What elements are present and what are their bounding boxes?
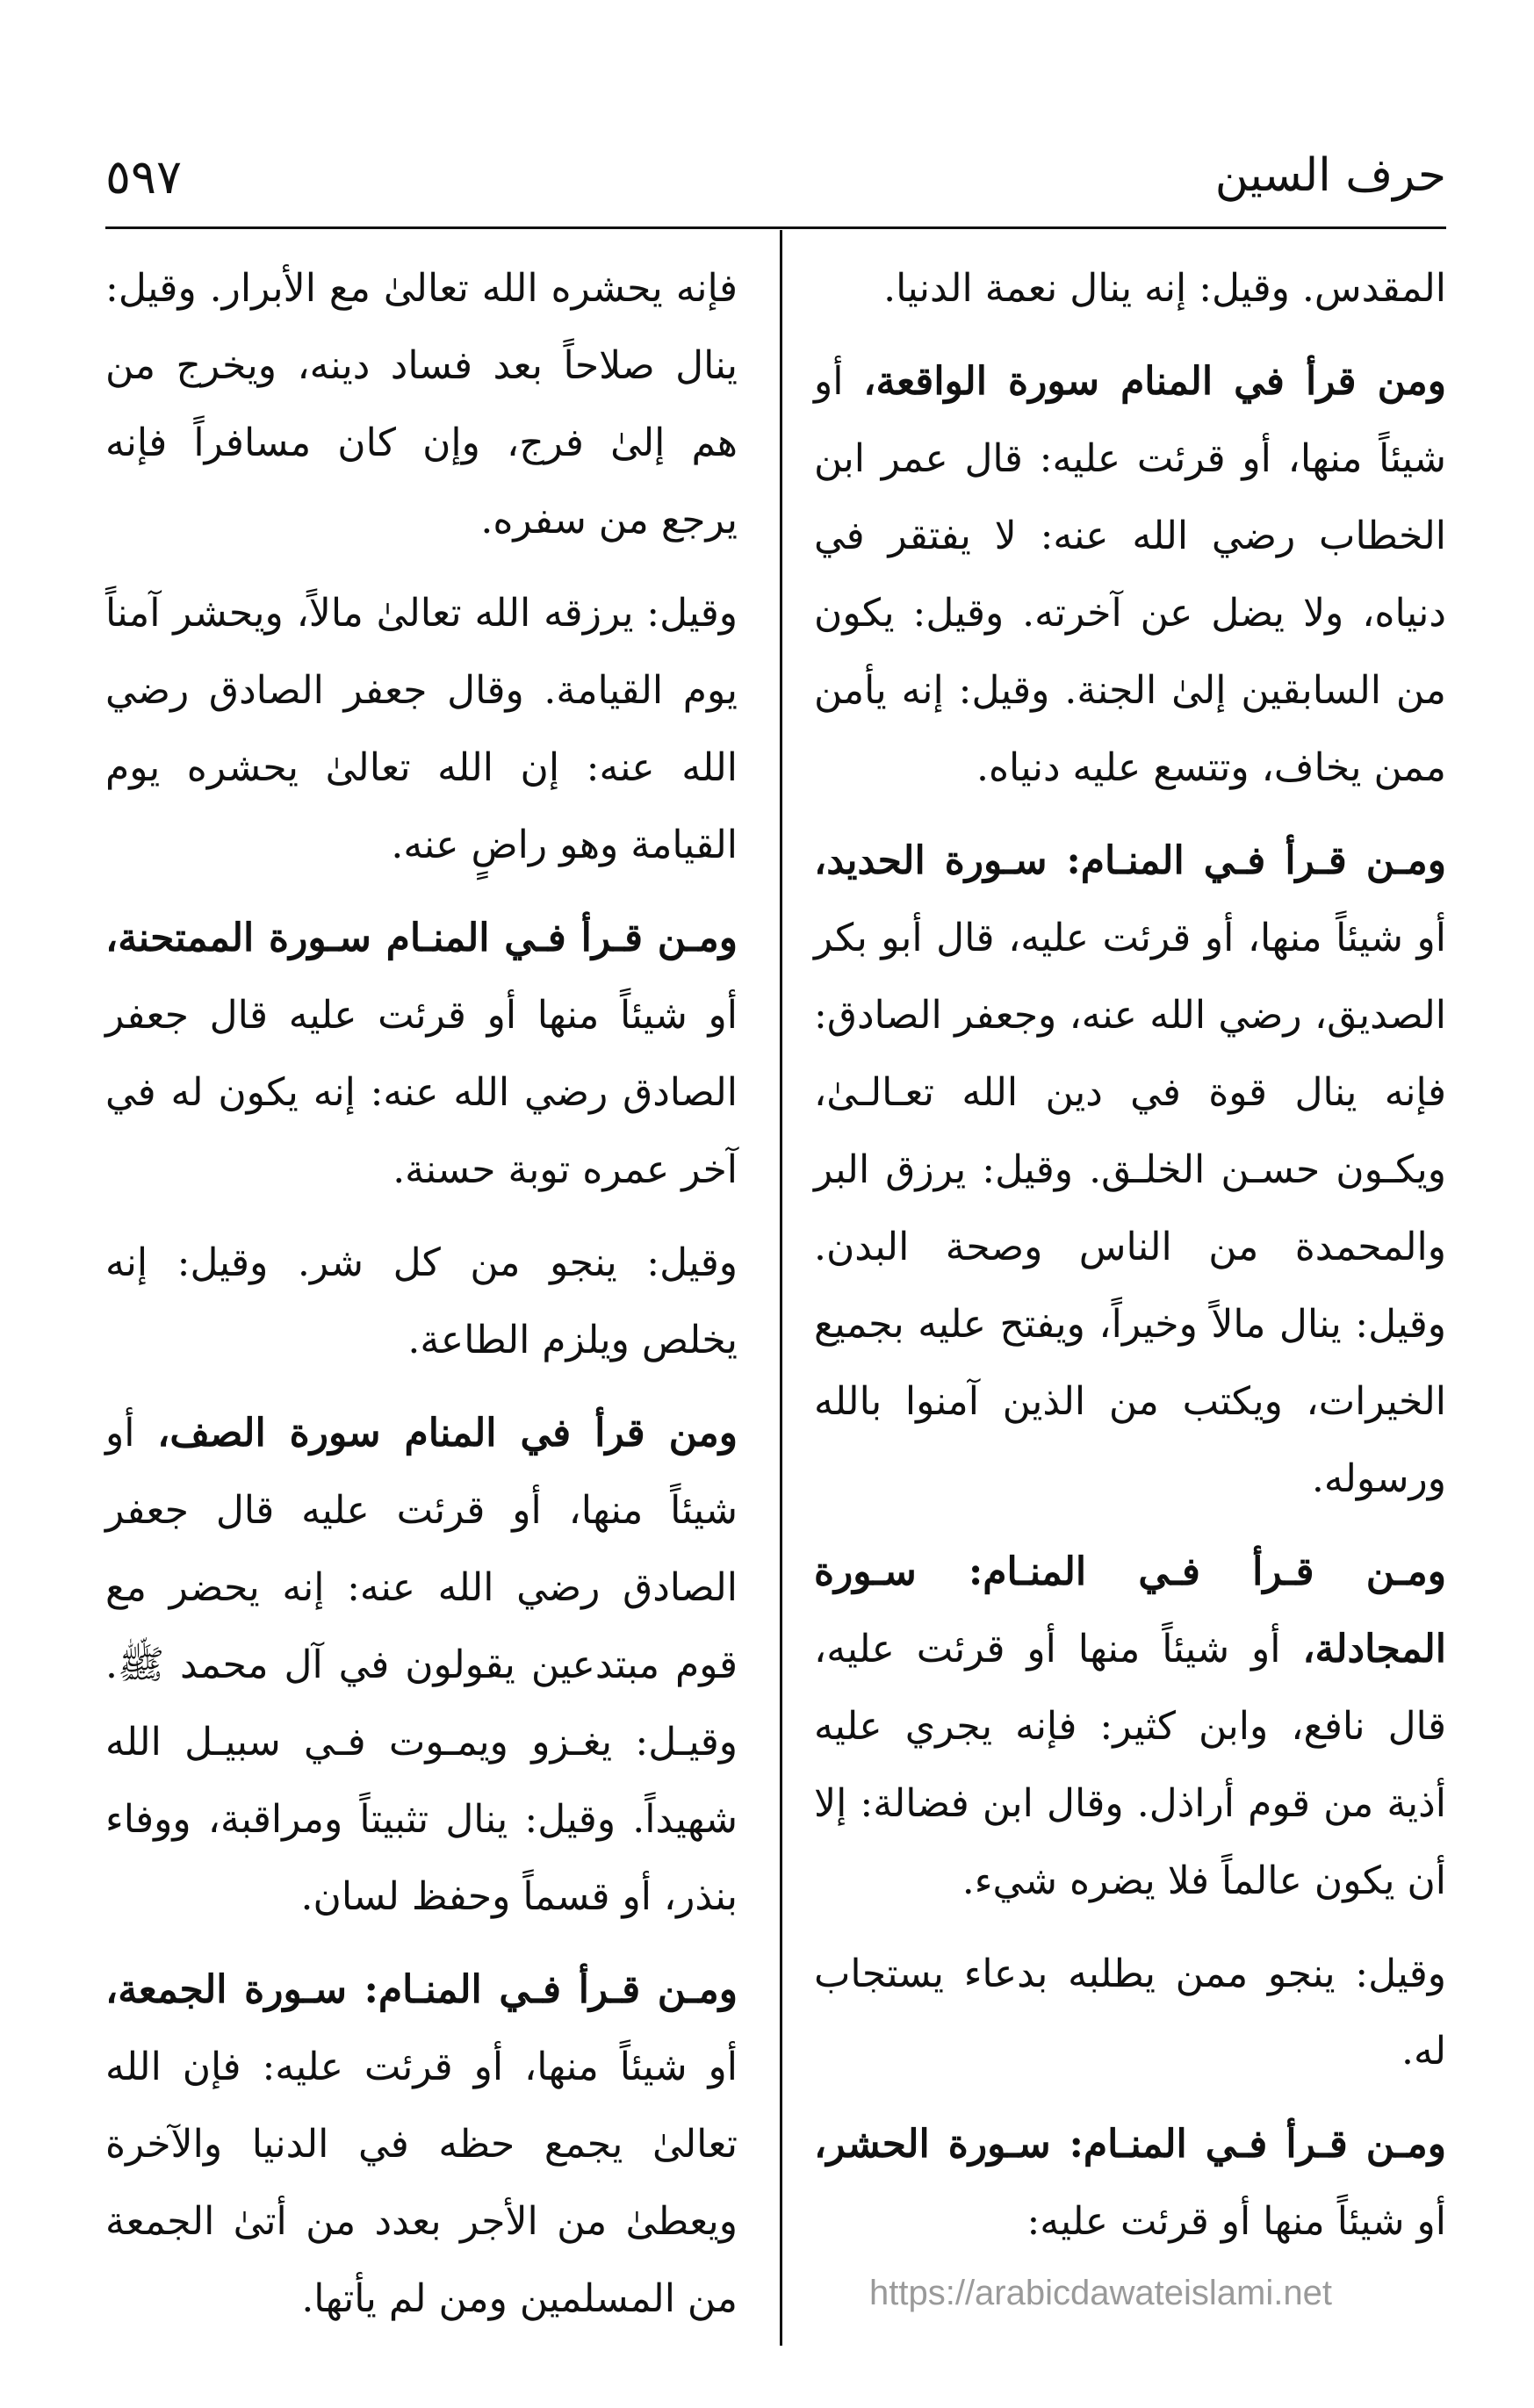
page-header xyxy=(105,132,1446,228)
page-number: ٥٩٧ xyxy=(105,149,183,205)
watermark-url: https://arabicdawateislami.net xyxy=(869,2274,1332,2312)
paragraph: فإنه يحشره الله تعالىٰ مع الأبرار. وقيل: ينال صلاحاً بعد فساد دينه، ويخرج من هم إلىٰ فرج، وإن كان مسافراً فإنه يرجع من سفره. xyxy=(105,266,738,543)
sura-paragraph-mujadila: ومـن قـرأ فـي المنـام: سـورة المجادلة، أو شيئاً منها أو قرئت عليه، قال نافع، وابن كثير: فإنه يجري عليه أذية من قوم أراذل. وقال ابن فضالة: إلا أن يكون عالماً فلا يضره شيء. xyxy=(814,1549,1446,1903)
sura-paragraph-waqia: ومن قرأ في المنام سورة الواقعة، أو شيئاً منها، أو قرئت عليه: قال عمر ابن الخطاب رضي الله عنه: لا يفتقر في دنياه، ولا يضل عن آخرته. وقيل: يكون من السابقين إلىٰ الجنة. وقيل: إنه يأمن ممن يخاف، وتتسع عليه دنياه. xyxy=(814,359,1446,790)
sura-paragraph-hadid: ومـن قـرأ فـي المنـام: سـورة الحديد، أو شيئاً منها، أو قرئت عليه، قال أبو بكر الصديق، رضي الله عنه، وجعفر الصادق: فإنه ينال قوة في دين الله تعـالـىٰ، ويكـون حسـن الخلـق. وقيل: يرزق البر والمحمدة من الناس وصحة البدن. وقيل: ينال مالاً وخيراً، ويفتح عليه بجميع الخيرات، ويكتب من الذين آمنوا بالله ورسوله. xyxy=(814,838,1446,1501)
sura-heading: ومن قرأ في المنام سورة الواقعة، xyxy=(863,359,1446,404)
sura-paragraph-mumtahana: ومـن قـرأ فـي المنـام سـورة الممتحنة، أو شيئاً منها أو قرئت عليه قال جعفر الصادق رضي الله عنه: إنه يكون له في آخر عمره توبة حسنة. xyxy=(105,916,738,1192)
sura-paragraph-hashr: ومـن قـرأ فـي المنـام: سـورة الحشر، أو شيئاً منها أو قرئت عليه: xyxy=(814,2122,1446,2244)
paragraph: وقيل: ينجو ممن يطلبه بدعاء يستجاب له. xyxy=(814,1952,1446,2074)
paragraph: وقيل: ينجو من كل شر. وقيل: إنه يخلص ويلزم الطاعة. xyxy=(105,1240,738,1362)
right-column xyxy=(814,250,1446,2276)
sura-heading: ومـن قـرأ فـي المنـام: سـورة الحديد، xyxy=(814,838,1446,883)
left-column xyxy=(105,250,738,2354)
sura-heading: ومـن قـرأ فـي المنـام: سـورة المجادلة، xyxy=(814,1549,1446,1671)
running-title: حرف السين xyxy=(1214,149,1446,202)
paragraph: وقيل: يرزقه الله تعالىٰ مالاً، ويحشر آمناً يوم القيامة. وقال جعفر الصادق رضي الله عنه: إن الله تعالىٰ يحشره يوم القيامة وهو راضٍ عنه. xyxy=(105,591,738,867)
sura-paragraph-jumua: ومـن قـرأ فـي المنـام: سـورة الجمعة، أو شيئاً منها، أو قرئت عليه: فإن الله تعالىٰ يجمع حظه في الدنيا والآخرة ويعطىٰ من الأجر بعدد من أتىٰ الجمعة من المسلمين ومن لم يأتها. xyxy=(105,1967,738,2321)
sura-heading: ومـن قـرأ فـي المنـام: سـورة الجمعة، xyxy=(105,1967,738,2012)
paragraph: المقدس. وقيل: إنه ينال نعمة الدنيا. xyxy=(883,266,1446,311)
sura-heading: ومن قرأ في المنام سورة الصف، xyxy=(157,1411,738,1456)
sura-paragraph-saff: ومن قرأ في المنام سورة الصف، أو شيئاً منها، أو قرئت عليه قال جعفر الصادق رضي الله عنه: إنه يحضر مع قوم مبتدعين يقولون في آل محمد ﷺ. وقيـل: يغـزو ويمـوت فـي سبيـل الله شهيداً. وقيل: ينال تثبيتاً ومراقبة، ووفاء بنذر، أو قسماً وحفظ لسان. xyxy=(105,1411,738,1919)
sura-heading: ومـن قـرأ فـي المنـام سـورة الممتحنة، xyxy=(105,916,738,960)
sura-heading: ومـن قـرأ فـي المنـام: سـورة الحشر، xyxy=(814,2122,1446,2167)
header-rule xyxy=(105,226,1446,229)
column-divider xyxy=(780,230,782,2346)
